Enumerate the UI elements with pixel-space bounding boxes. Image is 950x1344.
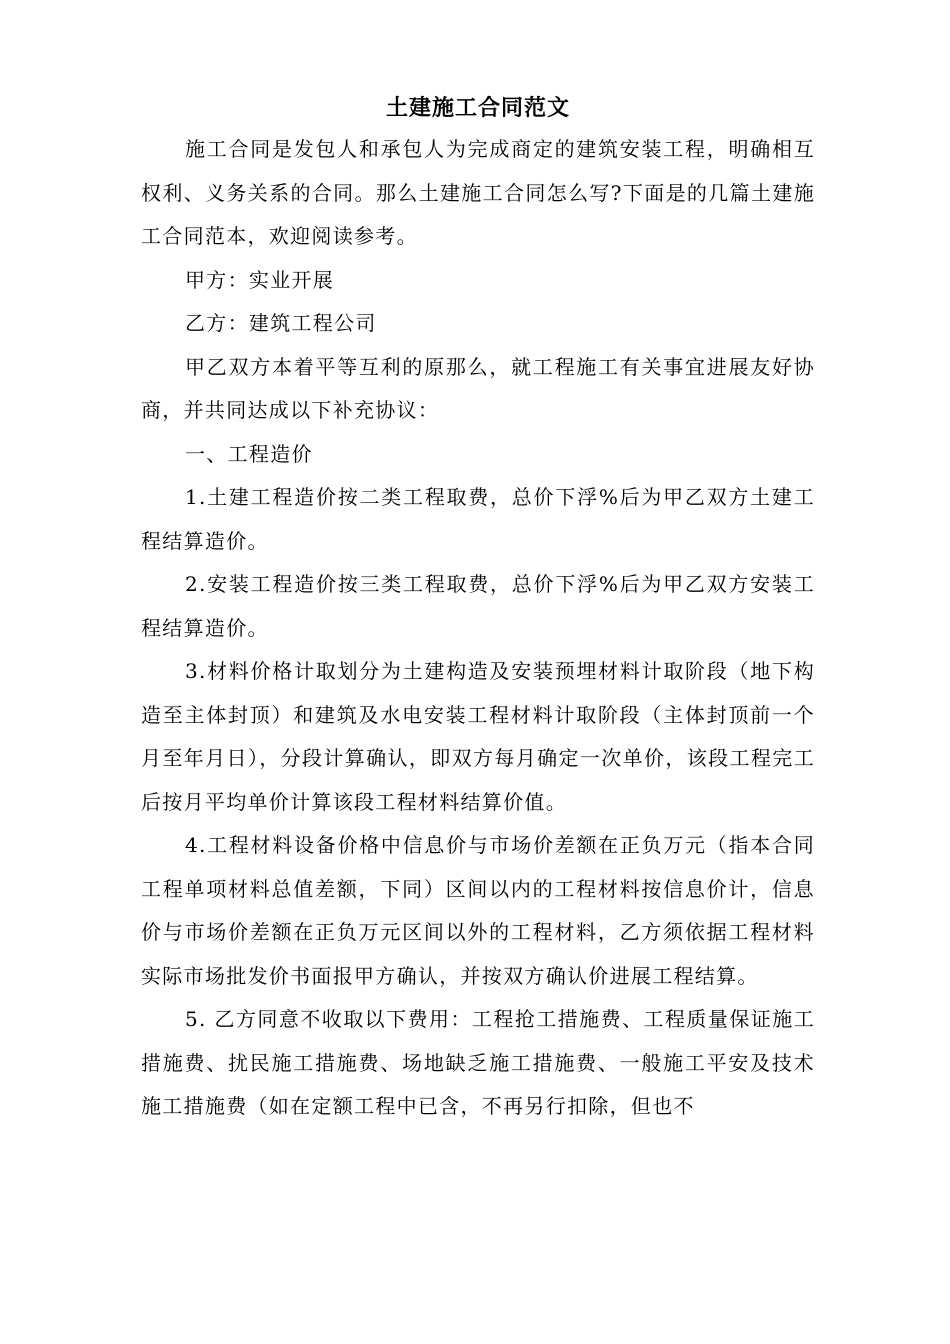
clause-4: 4.工程材料设备价格中信息价与市场价差额在正负万元（指本合同工程单项材料总值差额，下同）区间以内的工程材料按信息价计，信息价与市场价差额在正负万元区间以外的工程材料，乙方须依据工程材料实际市场批发价书面报甲方确认，并按双方确认价进展工程结算。 (141, 833, 815, 988)
clause-5: 5. 乙方同意不收取以下费用：工程抢工措施费、工程质量保证施工措施费、扰民施工措施费、场地缺乏施工措施费、一般施工平安及技术施工措施费（如在定额工程中已含，不再另行扣除，但也不 (141, 1007, 815, 1118)
paragraph-party-a: 甲方：实业开展 (185, 267, 335, 292)
section-heading-cost: 一、工程造价 (185, 441, 313, 466)
document-page (141, 88, 815, 1129)
clause-1: 1.土建工程造价按二类工程取费，总价下浮%后为甲乙双方土建工程结算造价。 (141, 485, 815, 553)
clause-2: 2.安装工程造价按三类工程取费，总价下浮%后为甲乙双方安装工程结算造价。 (141, 572, 815, 640)
clause-3: 3.材料价格计取划分为土建构造及安装预埋材料计取阶段（地下构造至主体封顶）和建筑及水电安装工程材料计取阶段（主体封顶前一个月至年月日），分段计算确认，即双方每月确定一次单价，该段工程完工后按月平均单价计算该段工程材料结算价值。 (141, 659, 815, 814)
paragraph-agreement: 甲乙双方本着平等互利的原那么，就工程施工有关事宜进展友好协商，并共同达成以下补充协议： (141, 354, 815, 422)
paragraph-party-b: 乙方：建筑工程公司 (185, 311, 377, 335)
document-title: 土建施工合同范文 (385, 95, 570, 121)
paragraph-intro: 施工合同是发包人和承包人为完成商定的建筑安装工程，明确相互权利、义务关系的合同。那么土建施工合同怎么写?下面是的几篇土建施工合同范本，欢迎阅读参考。 (141, 137, 815, 248)
